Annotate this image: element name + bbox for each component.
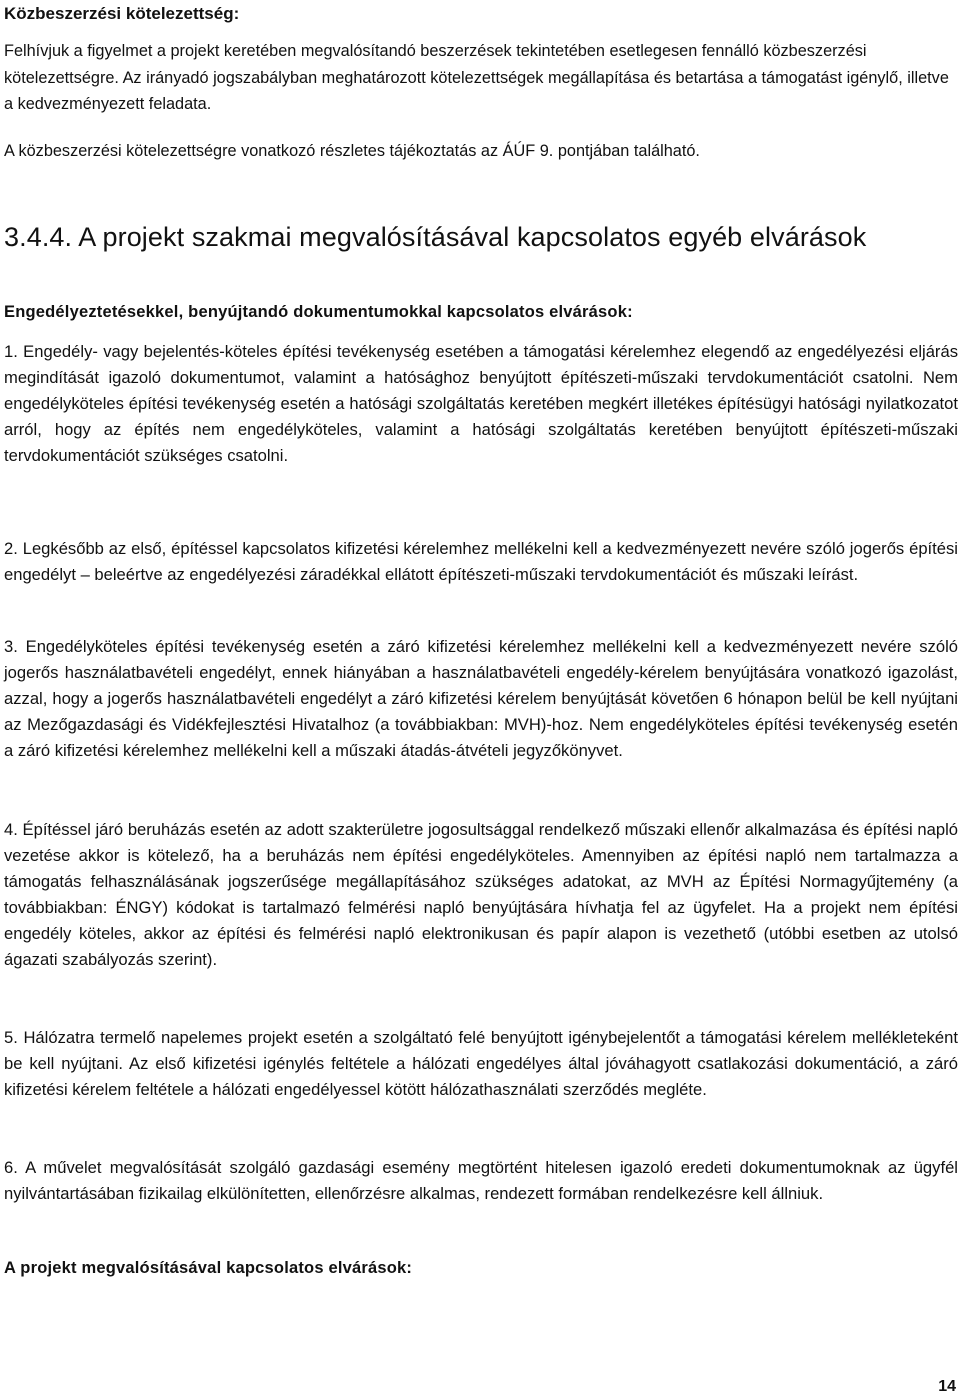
requirement-item-5: 5. Hálózatra termelő napelemes projekt esetén a szolgáltató felé benyújtott igénybejelentőt a támogatási kérelem mellékleteként be kell nyújtani. Az első kifizetési igénylés feltétele a hálózati engedélyes által jóváhagyott csatlakozási dokumentáció, a záró kifizetési kérelem feltétele a hálózati engedélyessel kötött hálózathasználati szerződés megléte. <box>4 1028 958 1099</box>
requirement-item-3: 3. Engedélyköteles építési tevékenység esetén a záró kifizetési kérelemhez mellékelni kell a kedvezményezett nevére szóló jogerős használatbavételi engedélyt, ennek hiányában a használatbavételi engedély-kérelem benyújtására vonatkozó igazolást, azzal, hogy a jogerős használatbavételi engedélyt a záró kifizetési kérelem benyújtását követően 6 hónapon belül be kell nyújtani az Mezőgazdasági és Vidékfejlesztési Hivatalhoz (a továbbiakban: MVH)-hoz. Nem engedélyköteles építési tevékenység esetén a záró kifizetési kérelemhez mellékelni kell a műszaki átadás-átvételi jegyzőkönyvet. <box>4 637 958 760</box>
obligation-heading: Közbeszerzési kötelezettség: <box>4 4 240 23</box>
obligation-reference-paragraph: A közbeszerzési kötelezettségre vonatkozó részletes tájékoztatás az ÁÚF 9. pontjában található. <box>4 142 700 160</box>
permits-heading: Engedélyeztetésekkel, benyújtandó dokumentumokkal kapcsolatos elvárások: <box>4 303 633 321</box>
project-requirements-heading: A projekt megvalósításával kapcsolatos elvárások: <box>4 1259 413 1277</box>
obligation-paragraph: Felhívjuk a figyelmet a projekt keretében megvalósítandó beszerzések tekintetében esetlegesen fennálló közbeszerzési kötelezettségre. Az irányadó jogszabályban meghatározott kötelezettségek megállapítása és betartása a támogatást igénylő, illetve a kedvezményezett feladata. <box>4 42 949 113</box>
requirement-item-2: 2. Legkésőbb az első, építéssel kapcsolatos kifizetési kérelemhez mellékelni kell a kedvezményezett nevére szóló jogerős építési engedélyt – beleértve az engedélyezési záradékkal ellátott építészeti-műszaki tervdokumentációt és műszaki leírást. <box>4 539 958 584</box>
requirement-item-6: 6. A művelet megvalósítását szolgáló gazdasági esemény megtörtént hitelesen igazoló eredeti dokumentumoknak az ügyfél nyilvántartásában fizikailag elkülönítetten, ellenőrzésre alkalmas, rendezett formában rendelkezésre kell állniuk. <box>4 1158 958 1203</box>
section-title: 3.4.4. A projekt szakmai megvalósításával kapcsolatos egyéb elvárások <box>4 222 867 252</box>
requirement-item-1: 1. Engedély- vagy bejelentés-köteles építési tevékenység esetében a támogatási kérelemhez elegendő az engedélyezési eljárás megindítását igazoló dokumentumot, valamint a hatósághoz benyújtott építészeti-műszaki tervdokumentációt csatolni. Nem engedélyköteles építési tevékenység esetén a hatósági szolgáltatás keretében megkért illetékes építésügyi hatósági nyilatkozatot arról, hogy az építés nem engedélyköteles, valamint a hatósági szolgáltatás keretében benyújtott építészeti-műszaki tervdokumentációt szükséges csatolni. <box>4 342 958 465</box>
page-number: 14 <box>938 1378 956 1395</box>
requirement-item-4: 4. Építéssel járó beruházás esetén az adott szakterületre jogosultsággal rendelkező műszaki ellenőr alkalmazása és építési napló vezetése akkor is kötelező, ha a beruházás nem építési engedélyköteles. Amennyiben az építési napló nem tartalmazza a támogatás felhasználásának jogszerűsége megállapításához szükséges adatokat, az MVH az Építési Normagyűjtemény (a továbbiakban: ÉNGY) kódokat is tartalmazó felmérési napló benyújtására hívhatja fel az ügyfelet. Ha a projekt nem építési engedély köteles, akkor az építési és felmérési napló elektronikusan és papír alapon is vezethető (utóbbi esetben az utolsó ágazati szabályozás szerint). <box>4 820 958 969</box>
